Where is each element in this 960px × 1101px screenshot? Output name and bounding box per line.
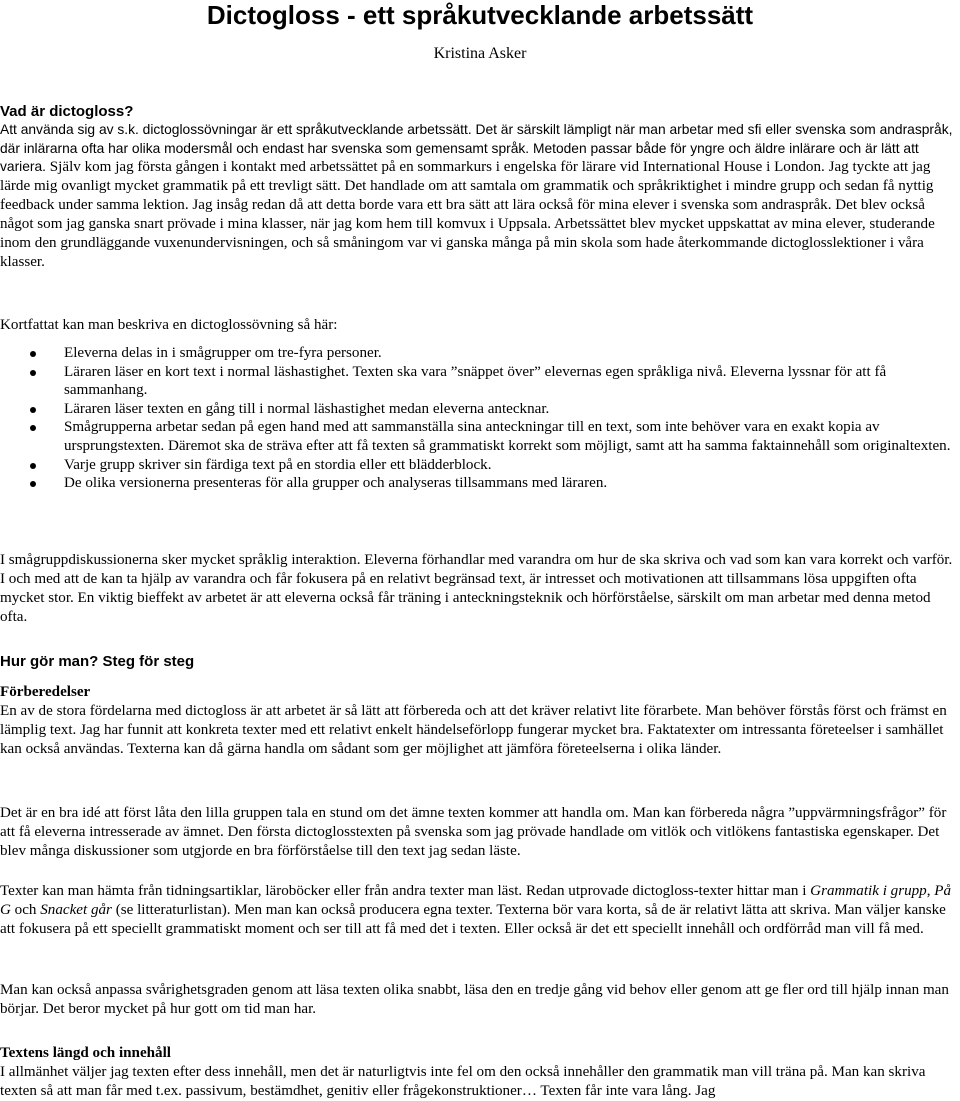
list-item: Eleverna delas in i smågrupper om tre-fyra personer. (0, 344, 954, 363)
book-title: På G (0, 883, 952, 918)
list-item: Läraren läser texten en gång till i normal läshastighet medan eleverna antecknar. (0, 400, 954, 419)
subheading-length-content: Textens längd och innehåll (0, 1045, 171, 1061)
section-heading-how: Hur gör man? Steg för steg (0, 653, 195, 670)
intro-paragraph-serif: Själv kom jag första gången i kontakt med arbetssättet på en sommarkurs i engelska för lärare vid International House i London. Jag tyckte att jag lärde mig ovanligt mycket grammatik på ett trevligt sätt. Det handlade om att samtala om grammatik och språkriktighet i mindre grupp och sedan få nyttig feedback under samma lektion. Jag insåg redan då att detta borde vara ett bra sätt att lära också för mina elever i svenska som andraspråk. Det blev också något som jag ganska snart prövade i mina klasser, när jag kom hem till komvux i Uppsala. Arbetssättet blev mycket uppskattat av mina elever, studerande inom den grundläggande vuxenundervisningen, och så småningom var vi ganska många på min skola som hade återkommande dictoglosslektioner i våra klasser. (0, 159, 935, 270)
book-title: Grammatik i grupp (810, 883, 927, 899)
steps-list (0, 344, 954, 493)
list-item: De olika versionerna presenteras för alla grupper och analyseras tillsammans med läraren. (0, 474, 954, 493)
author-name: Kristina Asker (433, 45, 527, 62)
list-item: Läraren läser en kort text i normal läshastighet. Texten ska vara ”snäppet över” elevernas egen språkliga nivå. Eleverna lyssnar för att få sammanhang. (0, 363, 954, 400)
intro-paragraph (0, 121, 954, 272)
bullet-icon (30, 351, 36, 357)
bullet-icon (30, 463, 36, 469)
document-title: Dictogloss - ett språkutvecklande arbetssätt (206, 0, 754, 30)
bullet-icon (30, 425, 36, 431)
list-item: Varje grupp skriver sin färdiga text på en stordia eller ett blädderblock. (0, 456, 954, 475)
bullet-icon (30, 370, 36, 376)
section-heading-what-is: Vad är dictogloss? (0, 103, 134, 120)
intro-paragraph-sans: Att använda sig av s.k. dictoglossövningar är ett språkutvecklande arbetssätt. Det är särskilt lämpligt när man arbetar med sfi eller svenska som andraspråk, där inlärarna ofta har olika modersmål och endast har svenska som gemensamt språk. Metoden passar både för yngre och äldre inlärare och är lätt att variera. (0, 122, 953, 174)
length-paragraph: I allmänhet väljer jag texten efter dess innehåll, men det är naturligtvis inte fel om den också innehåller den grammatik man vill träna på. Man kan skriva texten så att man får med t.ex. passivum, bestämdhet, genitiv eller frågekonstruktioner… Texten får inte vara lång. Jag (0, 1064, 926, 1099)
interaction-paragraph: I smågruppdiskussionerna sker mycket språklig interaktion. Eleverna förhandlar med varandra om hur de ska skriva och vad som kan vara korrekt och varför. I och med att de kan ta hjälp av varandra och får fokusera på en relativt begränsad text, är intresset och motivationen att tillsammans lösa uppgiften ofta mycket stor. En viktig bieffekt av arbetet är att eleverna också får träning i anteckningsteknik och hörförståelse, särskilt om man arbetar med denna metod ofta. (0, 552, 953, 625)
list-item: Smågrupperna arbetar sedan på egen hand med att sammanställa sina anteckningar till en text, som inte behöver vara en exakt kopia av ursprungstexten. Däremot ska de sträva efter att få texten så grammatiskt korrekt som möjligt, samt att ha samma faktainnehåll som originaltexten. (0, 418, 954, 455)
warmup-paragraph: Det är en bra idé att först låta den lilla gruppen tala en stund om det ämne texten kommer att handla om. Man kan förbereda några ”uppvärmningsfrågor” för att få eleverna intresserade av ämnet. Den första dictoglosstexten på svenska som jag prövade handlade om vitlök och vitlökens fantastiska egenskaper. Det blev många diskussioner som utgjorde en bra förförståelse till den text jag sedan läste. (0, 805, 947, 859)
subheading-preparations: Förberedelser (0, 684, 91, 700)
book-title: Snacket går (40, 902, 112, 918)
text-sources-paragraph: Texter kan man hämta från tidningsartiklar, läroböcker eller från andra texter man läst. Redan utprovade dictogloss-texter hittar man i Grammatik i grupp, På G och Snacket går (se litteraturlistan). Men man kan också producera egna texter. Texterna bör vara korta, så de är relativt lätta att skriva. Man väljer kanske att fokusera på ett speciellt grammatiskt moment och ser till att få med det i texten. Eller också är det ett speciellt innehåll och ordförråd man vill få med. (0, 883, 952, 937)
bullet-icon (30, 481, 36, 487)
bullet-icon (30, 407, 36, 413)
summary-intro: Kortfattat kan man beskriva en dictoglossövning så här: (0, 317, 338, 333)
preparations-paragraph: En av de stora fördelarna med dictogloss är att arbetet är så lätt att förbereda och att det kräver relativt lite förarbete. Man behöver förstås först och främst en lämplig text. Jag har funnit att konkreta texter med ett relativt enkelt händelseförlopp fungerar mycket bra. Faktatexter om intressanta företeelser i samhället kan också användas. Texterna kan då gärna handla om sådant som ger möjlighet att jämföra företeelserna i olika länder. (0, 703, 947, 757)
difficulty-paragraph: Man kan också anpassa svårighetsgraden genom att läsa texten olika snabbt, läsa den en tredje gång vid behov eller genom att ge fler ord till hjälp innan man börjar. Det beror mycket på hur gott om tid man har. (0, 982, 949, 1017)
